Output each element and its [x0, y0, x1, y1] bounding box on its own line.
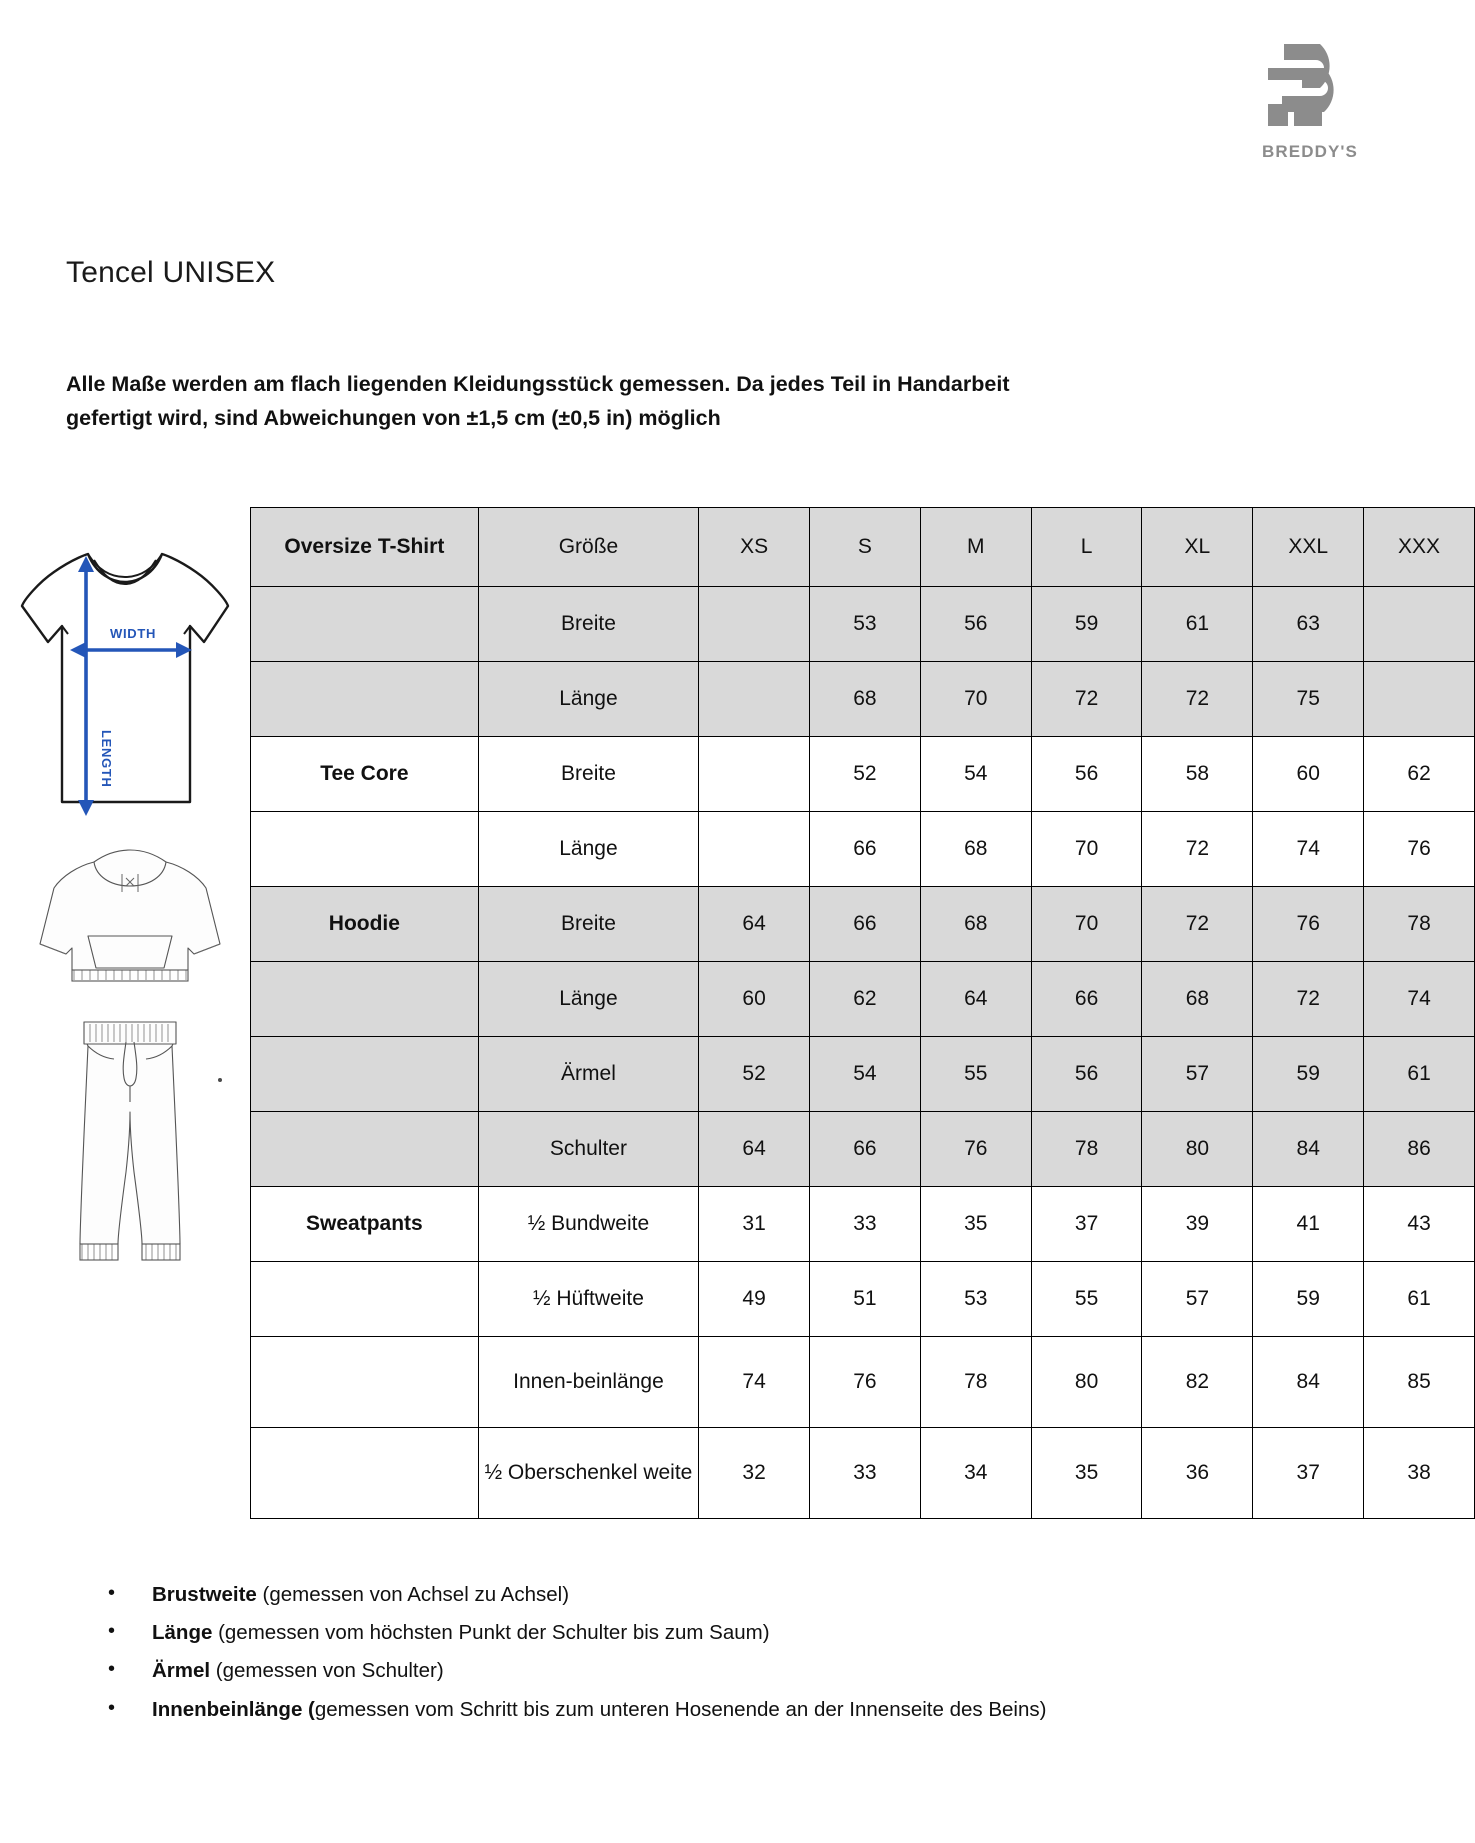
cell-xxx: 85 [1364, 1337, 1475, 1428]
tshirt-length-label: LENGTH [99, 730, 114, 788]
cell-l: 72 [1031, 662, 1142, 737]
cell-xs [699, 662, 810, 737]
row-category: Sweatpants [251, 1187, 479, 1262]
cell-xxx [1364, 587, 1475, 662]
table-row [251, 887, 1475, 962]
hoodie-outline-icon [22, 848, 238, 998]
cell-xs: 49 [699, 1262, 810, 1337]
table-row [251, 1337, 1475, 1428]
cell-s: 33 [810, 1428, 921, 1519]
row-measure: Schulter [478, 1112, 698, 1187]
cell-xs: 74 [699, 1337, 810, 1428]
list-item [100, 1693, 1160, 1726]
legend-term: Länge [152, 1621, 213, 1645]
row-measure: Länge [478, 662, 698, 737]
cell-xs: 60 [699, 962, 810, 1037]
legend-term: Innenbeinlänge ( [152, 1697, 315, 1721]
cell-xxx: 38 [1364, 1428, 1475, 1519]
cell-xxx: 74 [1364, 962, 1475, 1037]
page-title: Tencel UNISEX [66, 256, 276, 290]
cell-xs [699, 587, 810, 662]
cell-l: 56 [1031, 1037, 1142, 1112]
cell-xl: 57 [1142, 1262, 1253, 1337]
cell-xs [699, 737, 810, 812]
legend-detail: (gemessen von Schulter) [210, 1659, 444, 1683]
cell-xxx: 78 [1364, 887, 1475, 962]
list-item [100, 1578, 1160, 1611]
cell-m: 53 [920, 1262, 1031, 1337]
table-row [251, 737, 1475, 812]
row-category [251, 1037, 479, 1112]
cell-xl: 36 [1142, 1428, 1253, 1519]
cell-s: 68 [810, 662, 921, 737]
row-category [251, 662, 479, 737]
row-category: Tee Core [251, 737, 479, 812]
header-size-xs: XS [699, 508, 810, 587]
row-measure: Innen-beinlänge [478, 1337, 698, 1428]
table-row [251, 662, 1475, 737]
cell-xxx: 61 [1364, 1262, 1475, 1337]
cell-xxl: 84 [1253, 1112, 1364, 1187]
row-category [251, 1428, 479, 1519]
row-category [251, 812, 479, 887]
cell-l: 56 [1031, 737, 1142, 812]
row-category [251, 1262, 479, 1337]
cell-l: 35 [1031, 1428, 1142, 1519]
cell-m: 54 [920, 737, 1031, 812]
size-chart-table [250, 507, 1475, 1519]
cell-xxx [1364, 662, 1475, 737]
cell-m: 68 [920, 887, 1031, 962]
table-row [251, 587, 1475, 662]
cell-s: 66 [810, 1112, 921, 1187]
row-measure: Breite [478, 587, 698, 662]
cell-s: 54 [810, 1037, 921, 1112]
legend-term: Ärmel [152, 1659, 211, 1683]
row-measure: ½ Bundweite [478, 1187, 698, 1262]
cell-xxl: 59 [1253, 1262, 1364, 1337]
cell-l: 70 [1031, 812, 1142, 887]
legend-detail: (gemessen von Achsel zu Achsel) [256, 1583, 570, 1606]
cell-xxl: 84 [1253, 1337, 1364, 1428]
header-size-xxx: XXX [1364, 508, 1475, 587]
row-measure: ½ Hüftweite [478, 1262, 698, 1337]
cell-xxl: 41 [1253, 1187, 1364, 1262]
stray-mark [218, 1078, 222, 1082]
tshirt-width-label: WIDTH [110, 626, 157, 641]
cell-m: 68 [920, 812, 1031, 887]
sweatpants-outline-icon [22, 1012, 238, 1262]
row-measure: Breite [478, 887, 698, 962]
cell-xxl: 37 [1253, 1428, 1364, 1519]
cell-xxx: 76 [1364, 812, 1475, 887]
header-size-s: S [810, 508, 921, 587]
table-row [251, 1112, 1475, 1187]
row-measure: Länge [478, 812, 698, 887]
cell-xl: 39 [1142, 1187, 1253, 1262]
row-measure: Ärmel [478, 1037, 698, 1112]
cell-m: 78 [920, 1337, 1031, 1428]
cell-xxl: 59 [1253, 1037, 1364, 1112]
table-row [251, 1262, 1475, 1337]
cell-xxx: 62 [1364, 737, 1475, 812]
cell-s: 76 [810, 1337, 921, 1428]
legend-term: Brustweite [152, 1583, 257, 1606]
cell-xs [699, 812, 810, 887]
cell-s: 66 [810, 812, 921, 887]
cell-l: 78 [1031, 1112, 1142, 1187]
measurement-legend [100, 1578, 1160, 1731]
cell-xxl: 76 [1253, 887, 1364, 962]
cell-xs: 32 [699, 1428, 810, 1519]
cell-xs: 64 [699, 887, 810, 962]
measurement-disclaimer: Alle Maße werden am flach liegenden Kleidungsstück gemessen. Da jedes Teil in Handarbeit gefertigt wird, sind Abweichungen von ±1,5 cm (±0,5 in) möglich [66, 371, 1010, 431]
cell-s: 62 [810, 962, 921, 1037]
cell-xxl: 74 [1253, 812, 1364, 887]
table-row [251, 1187, 1475, 1262]
row-measure: ½ Oberschenkel weite [478, 1428, 698, 1519]
cell-xl: 68 [1142, 962, 1253, 1037]
cell-xxl: 60 [1253, 737, 1364, 812]
header-size-l: L [1031, 508, 1142, 587]
cell-l: 37 [1031, 1187, 1142, 1262]
cell-l: 70 [1031, 887, 1142, 962]
brand-wordmark: BREDDY'S [1262, 142, 1358, 161]
cell-xl: 72 [1142, 662, 1253, 737]
cell-xxl: 72 [1253, 962, 1364, 1037]
cell-l: 59 [1031, 587, 1142, 662]
cell-s: 53 [810, 587, 921, 662]
cell-l: 80 [1031, 1337, 1142, 1428]
cell-xl: 61 [1142, 587, 1253, 662]
table-header-row [251, 508, 1475, 587]
cell-xl: 58 [1142, 737, 1253, 812]
cell-xl: 80 [1142, 1112, 1253, 1187]
row-category [251, 587, 479, 662]
list-item [100, 1616, 1160, 1649]
size-chart-body [251, 508, 1475, 1519]
cell-m: 70 [920, 662, 1031, 737]
cell-xl: 82 [1142, 1337, 1253, 1428]
row-category [251, 1337, 479, 1428]
table-row [251, 1428, 1475, 1519]
cell-xxl: 63 [1253, 587, 1364, 662]
cell-xs: 64 [699, 1112, 810, 1187]
row-category: Hoodie [251, 887, 479, 962]
header-size-xxl: XXL [1253, 508, 1364, 587]
header-measure: Größe [478, 508, 698, 587]
cell-m: 55 [920, 1037, 1031, 1112]
table-row [251, 962, 1475, 1037]
header-size-xl: XL [1142, 508, 1253, 587]
table-row [251, 812, 1475, 887]
cell-s: 33 [810, 1187, 921, 1262]
cell-s: 51 [810, 1262, 921, 1337]
cell-xxx: 61 [1364, 1037, 1475, 1112]
cell-xs: 52 [699, 1037, 810, 1112]
cell-l: 66 [1031, 962, 1142, 1037]
cell-s: 52 [810, 737, 921, 812]
cell-m: 56 [920, 587, 1031, 662]
cell-s: 66 [810, 887, 921, 962]
cell-m: 76 [920, 1112, 1031, 1187]
cell-xxx: 43 [1364, 1187, 1475, 1262]
row-measure: Länge [478, 962, 698, 1037]
cell-xs: 31 [699, 1187, 810, 1262]
cell-xl: 72 [1142, 887, 1253, 962]
row-category [251, 1112, 479, 1187]
header-category: Oversize T-Shirt [251, 508, 479, 587]
cell-xxl: 75 [1253, 662, 1364, 737]
table-row [251, 1037, 1475, 1112]
cell-m: 64 [920, 962, 1031, 1037]
legend-detail: gemessen vom Schritt bis zum unteren Hosenende an der Innenseite des Beins) [314, 1697, 1047, 1721]
tshirt-outline-icon [14, 530, 236, 820]
cell-m: 35 [920, 1187, 1031, 1262]
cell-xxx: 86 [1364, 1112, 1475, 1187]
brand-logo [1258, 42, 1388, 162]
breddys-b-monogram-icon [1258, 42, 1386, 138]
row-category [251, 962, 479, 1037]
legend-detail: (gemessen vom höchsten Punkt der Schulter bis zum Saum) [212, 1621, 770, 1645]
row-measure: Breite [478, 737, 698, 812]
cell-l: 55 [1031, 1262, 1142, 1337]
header-size-m: M [920, 508, 1031, 587]
cell-m: 34 [920, 1428, 1031, 1519]
cell-xl: 57 [1142, 1037, 1253, 1112]
cell-xl: 72 [1142, 812, 1253, 887]
list-item [100, 1654, 1160, 1687]
